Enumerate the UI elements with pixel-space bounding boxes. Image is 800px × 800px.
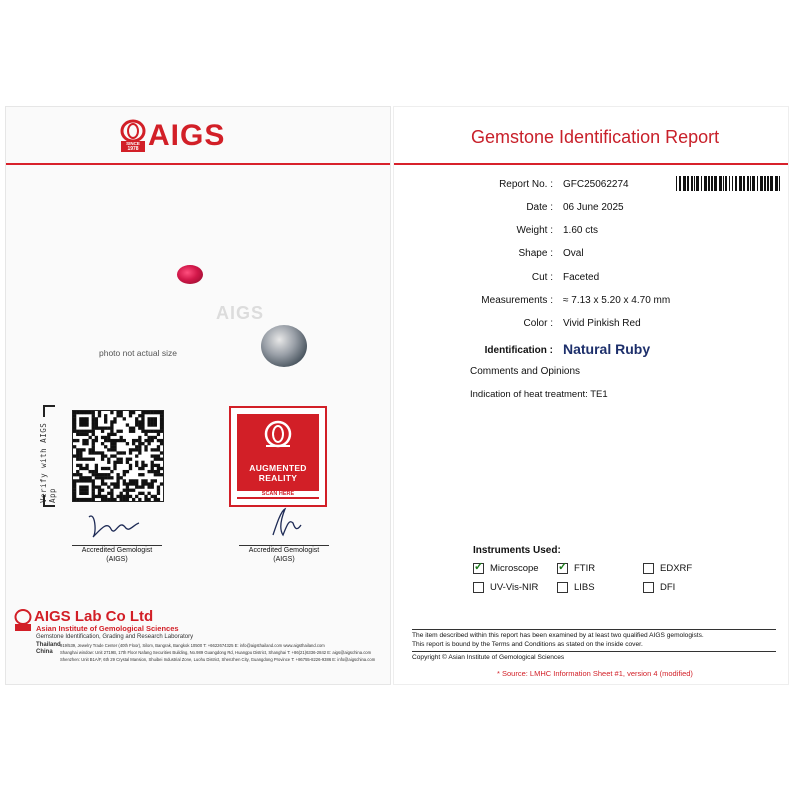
footer-company: AIGS Lab Co Ltd [34, 608, 154, 625]
footer-institute: Asian Institute of Gemological Sciences [36, 624, 179, 633]
field-value-measurements: ≈ 7.13 x 5.20 x 4.70 mm [563, 295, 671, 306]
field-label-color: Color : [523, 318, 553, 329]
signature-line-2 [239, 545, 329, 546]
disclaimer-rule-2 [412, 651, 776, 652]
instrument-ftir: ✓ FTIR [557, 563, 595, 574]
field-label-measurements: Measurements : [481, 295, 553, 306]
footer-tagline: Gemstone Identification, Grading and Research Laboratory [36, 634, 194, 640]
comments-label: Comments and Opinions [470, 366, 581, 377]
qr-code[interactable] [72, 410, 164, 502]
field-value-date: 06 June 2025 [563, 202, 624, 213]
left-red-rule [6, 163, 390, 165]
seal-year: 1978 [127, 146, 139, 152]
ar-line2: REALITY [258, 473, 298, 483]
field-value-weight: 1.60 cts [563, 225, 599, 236]
footer-china-2: Shenzhen: Unit B1A/F, 6th 29 Crystal Mansion, Shuibei Industrial Zone, Luohu District, Shenzhen City, Guangdong Province T: +86755-8226-9386 E: info@aigschina.com [60, 657, 376, 662]
gemologist-1-org: (AIGS) [106, 556, 128, 563]
signature-1 [81, 507, 151, 543]
right-red-rule [394, 163, 788, 165]
field-label-report-no: Report No. : [499, 179, 553, 190]
crop-corner-bl [43, 495, 55, 507]
ar-scan-here: SCAN HERE [231, 491, 325, 497]
ar-badge[interactable] [229, 406, 327, 507]
copyright: Copyright © Asian Institute of Gemological Sciences [412, 654, 565, 661]
field-label-date: Date : [526, 202, 553, 213]
checkbox-dfi [643, 582, 654, 593]
signature-line-1 [72, 545, 162, 546]
footer-thailand: 919/539, Jewelry Trade Center (40th Floor), Silom, Bangrak, Bangkok 10500 T: +6622674325 E: info@aigsthailand.com www.aigsthailand.com [60, 643, 325, 648]
gemologist-2-title: Accredited Gemologist [248, 547, 320, 554]
instrument-microscope: ✓Microscope [473, 563, 539, 574]
hologram-sticker [261, 325, 307, 367]
gemologist-1-title: Accredited Gemologist [81, 547, 153, 554]
field-value-report-no: GFC25062274 [563, 179, 629, 190]
aigs-watermark: AIGS [216, 303, 265, 323]
checkbox-libs [557, 582, 568, 593]
disclaimer-rule [412, 629, 776, 630]
disclaimer-1: The item described within this report has been examined by at least two qualified AIGS gemologists. [412, 632, 704, 639]
instrument-libs: LIBS [557, 582, 595, 593]
instrument-dfi: DFI [643, 582, 675, 593]
field-value-color: Vivid Pinkish Red [563, 318, 641, 329]
instrument-uv-vis-nir: UV-Vis-NIR [473, 582, 538, 593]
instruments-title: Instruments Used: [473, 545, 561, 556]
gemologist-2-org: (AIGS) [273, 556, 295, 563]
photo-caption: photo not actual size [99, 348, 177, 358]
checkbox-ftir [557, 563, 568, 574]
instrument-edxrf: EDXRF [643, 563, 692, 574]
field-label-shape: Shape : [518, 248, 553, 259]
checkbox-microscope [473, 563, 484, 574]
left-panel [6, 107, 390, 684]
footer-thailand-label: Thailand [36, 642, 61, 648]
footer-seal-icon [14, 609, 32, 631]
identification-label: Identification : [484, 345, 553, 356]
aigs-logo: AIGS [148, 119, 226, 152]
report-title: Gemstone Identification Report [471, 127, 720, 147]
comment-text: Indication of heat treatment: TE1 [470, 389, 608, 400]
field-label-cut: Cut : [531, 272, 553, 283]
footer-china-1: Shanghai window: Unit 2719B, 17th Floor Nafang Securities Building, No.989 Guangdong Rd, Huangpu District, Shanghai T: +86(21)6336-2842 E: aigs@aigschina.com [60, 650, 372, 655]
source-note: * Source: LMHC Information Sheet #1, version 4 (modified) [497, 669, 693, 678]
ruby-photo [177, 265, 203, 284]
verify-label: Verify with AIGS App [39, 422, 57, 503]
barcode [676, 176, 782, 191]
crop-corner-tl [43, 405, 55, 417]
checkbox-uv-vis-nir [473, 582, 484, 593]
aigs-seal-icon [120, 119, 146, 153]
field-value-cut: Faceted [563, 272, 600, 283]
disclaimer-2: This report is bound by the Terms and Conditions as stated on the inside cover. [412, 641, 643, 648]
ar-line1: AUGMENTED [249, 463, 307, 473]
ar-pin-icon [263, 420, 293, 454]
field-value-shape: Oval [563, 248, 584, 259]
field-label-weight: Weight : [516, 225, 553, 236]
signature-2 [259, 505, 309, 543]
checkbox-edxrf [643, 563, 654, 574]
footer-china-label: China [36, 649, 53, 655]
identification-value: Natural Ruby [563, 341, 651, 357]
seal-since: SINCE [126, 141, 140, 146]
